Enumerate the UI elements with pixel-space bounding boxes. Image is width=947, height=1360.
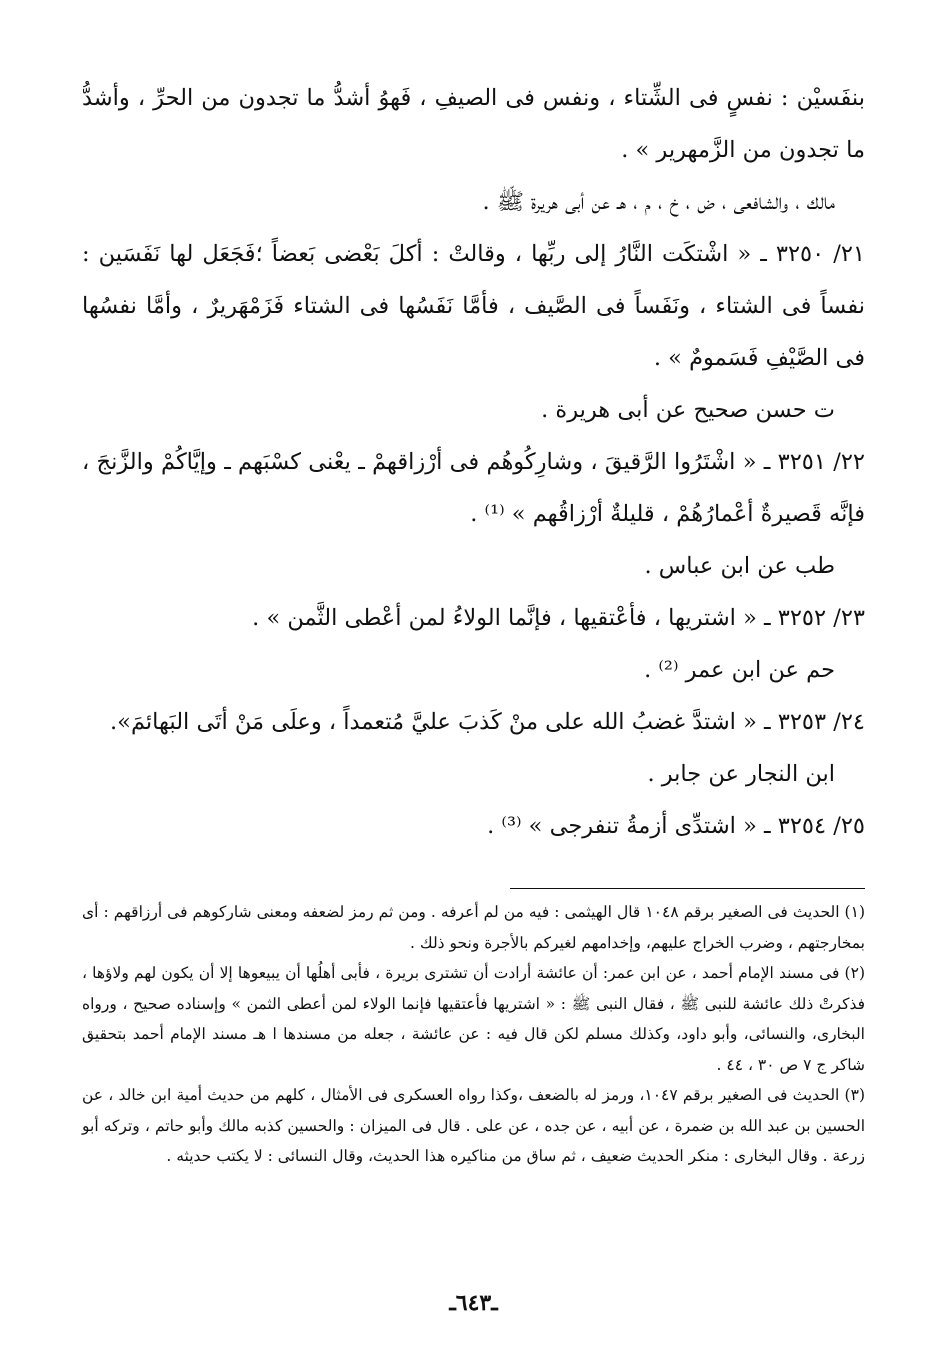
hadith-3254: ٢٥/ ٣٢٥٤ ـ « اشتدِّى أزمةُ تنفرجى » ⁽³⁾ .	[487, 813, 865, 839]
page-number: ـ٦٤٣ـ	[449, 1290, 498, 1316]
source-line: مالك ، والشافعى ، ض ، خ ، م ، هـ عن أبى هريرة ﷺ .	[482, 189, 835, 215]
source-line: ت حسن صحيح عن أبى هريرة .	[541, 397, 835, 423]
hadith-3252: ٢٣/ ٣٢٥٢ ـ « اشتريها ، فأعْتقيها ، فإنَّما الولاءُ لمن أعْطى الثَّمن » .	[252, 605, 865, 631]
source-line: ابن النجار عن جابر .	[647, 761, 835, 787]
hadith-3253: ٢٤/ ٣٢٥٣ ـ « اشتدَّ غضبُ الله على منْ كَذبَ عليَّ مُتعمداً ، وعلَى مَنْ أتَى البَهائمَ».	[110, 709, 865, 735]
footnote-divider	[510, 888, 865, 889]
footnote-1: (١) الحديث فى الصغير برقم ١٠٤٨ قال الهيثمى : فيه من لم أعرفه . ومن ثم رمز لضعفه ومعنى شاركوهم فى أرزاقهم : أى بمخارجتهم ، وضرب الخراج عليهم، وإخدامهم لغيركم بالأجرة ونحو ذلك .	[82, 903, 865, 952]
source-line: حم عن ابن عمر ⁽²⁾ .	[644, 657, 835, 683]
source-line: طب عن ابن عباس .	[644, 553, 835, 579]
footnotes	[82, 897, 865, 1172]
footnote-2: (٢) فى مسند الإمام أحمد ، عن ابن عمر: أن عائشة أرادت أن تشترى بريرة ، فأبى أهلُها أن يبيعوها إلا أن يكون لهم ولاؤها ، فذكرتْ ذلك عائشة للنبى ﷺ ، فقال النبى ﷺ : « اشتريها فأعتقيها فإنما الولاء لمن أعطى الثمن » وإسناده صحيح ، ورواه البخارى، والنسائى، وأبو داود، وكذلك مسلم لكن قال فيه : عن عائشة ، جعله من مسندها ا هـ مسند الإمام أحمد بتحقيق شاكر ج ٧ ص ٣٠ ، ٤٤ .	[82, 964, 865, 1074]
main-text	[82, 72, 865, 852]
hadith-3251: ٢٢/ ٣٢٥١ ـ « اشْتَرُوا الرَّقيقَ ، وشارِكُوهُم فى أرْزاقهمْ ـ يعْنى كسْبَهم ـ وإيَّاكُمْ والزَّنجَ ، فإنَّه قَصيرةٌ أعْمارُهُمْ ، قليلةٌ أرْزاقُهم » ⁽¹⁾ .	[82, 449, 865, 527]
paragraph-hadith-continuation: بنفَسيْن : نفسٍ فى الشِّتاء ، ونفس فى الصيفِ ، فَهوُ أشدُّ ما تجدون من الحرِّ ، وأشدُّ ما تجدون من الزَّمهرير » .	[82, 85, 865, 163]
hadith-3250: ٢١/ ٣٢٥٠ ـ « اشْتكَت النَّارُ إلى ربِّها ، وقالتْ : أكلَ بَعْضى بَعضاً ؛فَجَعَل لها نَفَسَين : نفساً فى الشتاء ، ونَفَساً فى الصَّيف ، فأمَّا نَفَسُها فى الشتاء فَزَمْهَريرٌ ، وأمَّا نفسُها فى الصَّيْفِ فَسَمومٌ » .	[82, 241, 866, 371]
footnote-3: (٣) الحديث فى الصغير برقم ١٠٤٧، ورمز له بالضعف ،وكذا رواه العسكرى فى الأمثال ، كلهم من حديث أمية ابن خالد ، عن الحسين بن عبد الله بن ضمرة ، عن أبيه ، عن جده ، عن على . قال فى الميزان : والحسين كذبه مالك وأبو حاتم ، وتركه أبو زرعة . وقال البخارى : منكر الحديث ضعيف ، ثم ساق من مناكيره هذا الحديث، وقال النسائى : لا يكتب حديثه .	[82, 1086, 865, 1165]
